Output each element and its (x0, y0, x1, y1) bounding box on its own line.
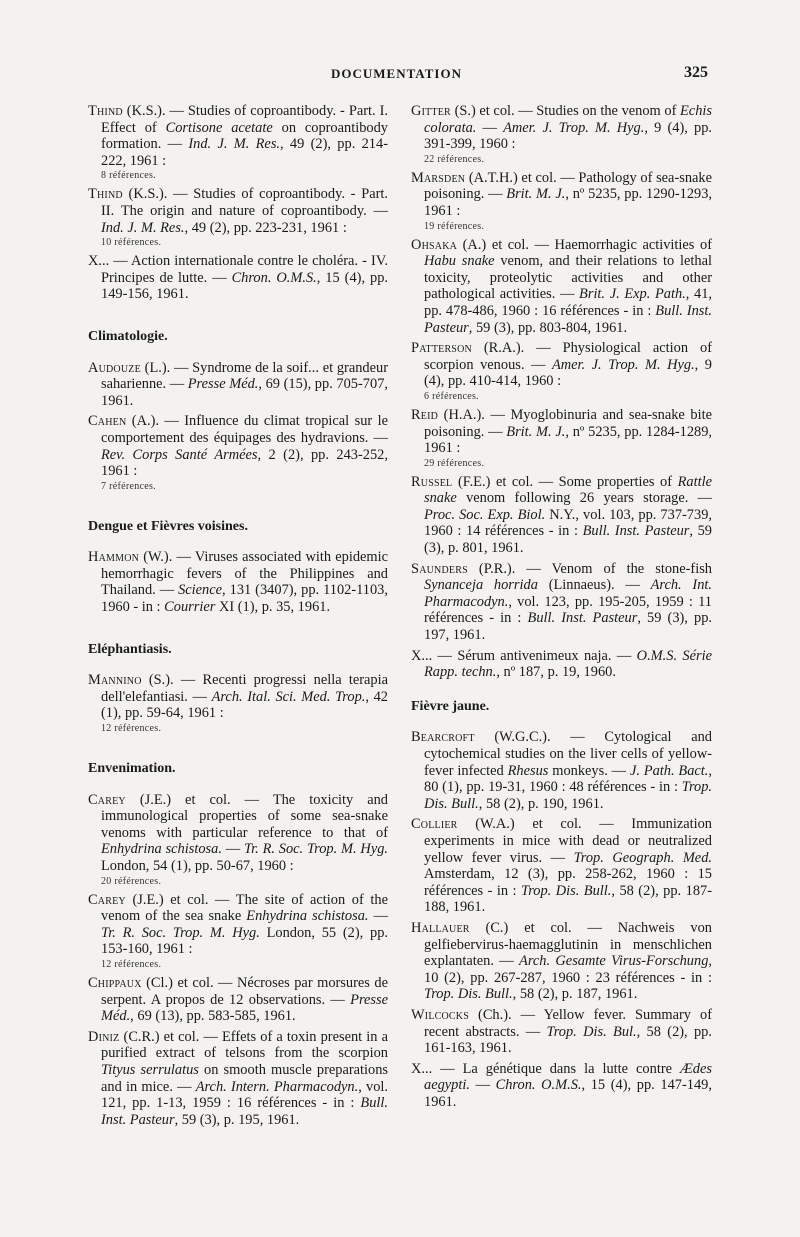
reference-entry: Thind (K.S.). — Studies of coproantibody. - Part. II. The origin and nature of coproantibody. — Ind. J. M. Res., 49 (2), pp. 223-231, 1961 : 10 références. (88, 186, 389, 249)
reference-entry: Cahen (A.). — Influence du climat tropical sur le comportement des équipages des hydravions. — Rev. Corps Santé Armées, 2 (2), pp. 243-252, 1961 : 7 références. (88, 413, 388, 492)
page-header (0, 64, 800, 86)
entry-author: Hallauer (411, 919, 470, 936)
reference-count: 6 références. (424, 390, 479, 402)
left-column (88, 103, 388, 1132)
entry-author: Cahen (88, 413, 127, 430)
reference-entry: Thind (K.S.). — Studies of coproantibody. - Part. I. Effect of Cortisone acetate on coproantibody formation. — Ind. J. M. Res., 49 (2), pp. 214-222, 1961 : 8 références. (88, 103, 388, 182)
journal-title: Bull. Inst. Pasteur (527, 610, 638, 627)
entry-author: Audouze (88, 359, 141, 376)
entry-author: Reid (411, 406, 439, 423)
reference-entry: Saunders (P.R.). — Venom of the stone-fish Synanceja horrida (Linnaeus). — Arch. Int. Pharmacodyn., vol. 123, pp. 195-205, 1959 : 11 références - in : Bull. Inst. Pasteur, 59 (3), pp. 197, 1961. (411, 560, 713, 644)
reference-count: 7 références. (101, 480, 156, 492)
reference-entry: Diniz (C.R.) et col. — Effets of a toxin present in a purified extract of telsons from the scorpion Tityus serrulatus on smooth muscle preparations and in mice. — Arch. Intern. Pharmacodyn., vol. 121, pp. 1-13, 1959 : 16 références - in : Bull. Inst. Pasteur, 59 (3), p. 195, 1961. (88, 1028, 389, 1128)
reference-count: 8 références. (101, 170, 156, 182)
journal-title: Presse Méd. (187, 376, 259, 393)
entry-author: Hammon (88, 549, 140, 566)
section-heading: Dengue et Fièvres voisines. (88, 518, 248, 534)
reference-entry: Marsden (A.T.H.) et col. — Pathology of sea-snake poisoning. — Brit. M. J., nº 5235, pp. 1290-1293, 1961 : 19 références. (411, 169, 713, 232)
entry-author: Carey (88, 891, 126, 908)
entry-author: Mannino (88, 672, 142, 689)
entry-author: Carey (88, 791, 126, 808)
journal-title: Trop. Dis. Bul. (546, 1023, 637, 1040)
journal-title: Presse Méd. (101, 991, 388, 1025)
entry-author: Wilcocks (411, 1006, 469, 1023)
entry-author: X... (88, 253, 110, 270)
reference-entry: Gitter (S.) et col. — Studies on the venom of Echis colorata. — Amer. J. Trop. M. Hyg., 9 (4), pp. 391-399, 1960 : 22 références. (411, 103, 713, 165)
journal-title: Trop. Dis. Bull. (424, 779, 712, 812)
journal-title: Chron. O.M.S. (231, 269, 317, 286)
journal-title: Trop. Geograph. Med. (573, 849, 712, 866)
entry-author: X... (411, 647, 433, 664)
reference-entry: Reid (H.A.). — Myoglobinuria and sea-snake bite poisoning. — Brit. M. J., nº 5235, pp. 1284-1289, 1961 : 29 références. (411, 406, 712, 469)
reference-entry: Russel (F.E.) et col. — Some properties of Rattle snake venom following 26 years storage. — Proc. Soc. Exp. Biol. N.Y., vol. 103, pp. 737-739, 1960 : 14 références - in : Bull. Inst. Pasteur, 59 (3), p. 801, 1961. (411, 473, 712, 557)
journal-title: Tr. R. Soc. Trop. M. Hyg. (101, 924, 260, 941)
section-heading: Fièvre jaune. (411, 698, 490, 714)
reference-entry: Carey (J.E.) et col. — The site of action of the venom of the sea snake Enhydrina schistosa. — Tr. R. Soc. Trop. M. Hyg. London, 55 (2), pp. 153-160, 1961 : 12 références. (88, 891, 389, 970)
journal-title: Arch. Ital. Sci. Med. Trop. (211, 688, 366, 705)
entry-author: Collier (411, 816, 458, 833)
journal-title: Brit. M. J. (506, 423, 566, 440)
journal-title: Brit. J. Exp. Path. (579, 286, 686, 303)
entry-author: Bearcroft (411, 729, 475, 746)
journal-title: Bull. Inst. Pasteur (582, 523, 690, 540)
entry-author: Saunders (411, 560, 468, 577)
entry-author: Thind (88, 186, 123, 203)
journal-title: Trop. Dis. Bull. (520, 882, 612, 899)
section-heading: Envenimation. (88, 761, 176, 777)
reference-entry: Ohsaka (A.) et col. — Haemorrhagic activities of Habu snake venom, and their relations to lethal toxicity, proteolytic activities and other pathological activities. — Brit. J. Exp. Path., 41, pp. 478-486, 1960 : 16 références - in : Bull. Inst. Pasteur, 59 (3), pp. 803-804, 1961. (411, 236, 712, 336)
journal-title: O.M.S. Série Rapp. techn. (424, 647, 712, 681)
reference-entry: Mannino (S.). — Recenti progressi nella terapia dell'elefantiasi. — Arch. Ital. Sci. Med. Trop., 42 (1), pp. 59-64, 1961 : 12 références. (88, 672, 388, 735)
journal-title: Bull. Inst. Pasteur (424, 302, 712, 336)
reference-count: 29 références. (424, 457, 485, 469)
journal-title: Bull. Inst. Pasteur (101, 1095, 388, 1128)
journal-title: Arch. Intern. Pharmacodyn. (195, 1078, 359, 1095)
reference-entry: X... — Action internationale contre le choléra. - IV. Principes de lutte. — Chron. O.M.S., 15 (4), pp. 149-156, 1961. (88, 253, 388, 303)
reference-entry: Hallauer (C.) et col. — Nachweis von gelfiebervirus-haemagglutinin in menschlichen explantaten. — Arch. Gesamte Virus-Forschung, 10 (2), pp. 267-287, 1960 : 23 références - in : Trop. Dis. Bull., 58 (2), p. 187, 1961. (411, 919, 712, 1003)
section-heading: Eléphantiasis. (88, 641, 172, 657)
journal-title: Tr. R. Soc. Trop. M. Hyg. (243, 841, 389, 858)
journal-title: Arch. Gesamte Virus-Forschung (519, 953, 709, 970)
entry-author: Patterson (411, 340, 472, 357)
reference-count: 19 références. (424, 220, 485, 232)
section-heading: Climatologie. (88, 328, 168, 344)
right-column (411, 103, 712, 1114)
page-number: 325 (684, 64, 708, 81)
reference-count: 12 références. (101, 723, 162, 735)
reference-entry: Collier (W.A.) et col. — Immunization experiments in mice with dead or neutralized yellow fever virus. — Trop. Geograph. Med. Amsterdam, 12 (3), pp. 258-262, 1960 : 15 références - in : Trop. Dis. Bull., 58 (2), pp. 187-188, 1961. (411, 816, 713, 916)
journal-title: J. Path. Bact. (629, 762, 709, 779)
entry-author: Marsden (411, 169, 466, 186)
journal-title: Rev. Corps Santé Armées (101, 446, 258, 463)
journal-title: Courrier (164, 599, 216, 616)
reference-entry: X... — La génétique dans la lutte contre Ædes aegypti. — Chron. O.M.S., 15 (4), pp. 147-149, 1961. (411, 1060, 712, 1110)
reference-entry: Audouze (L.). — Syndrome de la soif... et grandeur saharienne. — Presse Méd., 69 (15), pp. 705-707, 1961. (88, 359, 389, 409)
journal-title: Brit. M. J. (506, 186, 566, 203)
reference-entry: Hammon (W.). — Viruses associated with epidemic hemorrhagic fevers of the Philippines and Thailand. — Science, 131 (3407), pp. 1102-1103, 1960 - in : Courrier XI (1), p. 35, 1961. (88, 549, 389, 616)
reference-entry: Chippaux (Cl.) et col. — Nécroses par morsures de serpent. A propos de 12 observations. — Presse Méd., 69 (13), pp. 583-585, 1961. (88, 974, 388, 1025)
journal-title: Proc. Soc. Exp. Biol. (424, 506, 546, 523)
reference-entry: X... — Sérum antivenimeux naja. — O.M.S. Série Rapp. techn., nº 187, p. 19, 1960. (411, 647, 712, 681)
journal-title: Ind. J. M. Res. (101, 219, 185, 236)
journal-title: Amer. J. Trop. M. Hyg. (551, 356, 695, 373)
journal-title: Trop. Dis. Bull. (424, 986, 513, 1003)
reference-entry: Carey (J.E.) et col. — The toxicity and immunological properties of some sea-snake venoms with particular reference to that of Enhydrina schistosa. — Tr. R. Soc. Trop. M. Hyg. London, 54 (1), pp. 50-67, 1960 : 20 références. (88, 791, 389, 887)
journal-title: Science (178, 582, 223, 599)
running-title: DOCUMENTATION (331, 66, 462, 81)
reference-count: 22 références. (424, 153, 485, 165)
reference-entry: Wilcocks (Ch.). — Yellow fever. Summary of recent abstracts. — Trop. Dis. Bul., 58 (2), pp. 161-163, 1961. (411, 1006, 712, 1057)
reference-entry: Patterson (R.A.). — Physiological action of scorpion venous. — Amer. J. Trop. M. Hyg., 9 (4), pp. 410-414, 1960 : 6 références. (411, 340, 713, 402)
entry-author: Ohsaka (411, 236, 458, 253)
journal-title: Amer. J. Trop. M. Hyg. (503, 119, 645, 136)
entry-author: Russel (411, 473, 453, 490)
entry-author: X... (411, 1060, 433, 1077)
reference-count: 10 références. (101, 237, 162, 249)
reference-count: 20 références. (101, 875, 162, 887)
journal-title: Ind. J. M. Res. (188, 136, 281, 153)
reference-entry: Bearcroft (W.G.C.). — Cytological and cytochemical studies on the liver cells of yellow-fever infected Rhesus monkeys. — J. Path. Bact., 80 (1), pp. 19-31, 1960 : 48 références - in : Trop. Dis. Bull., 58 (2), p. 190, 1961. (411, 729, 713, 812)
entry-author: Chippaux (88, 974, 142, 991)
journal-title: Arch. Int. Pharmacodyn. (424, 577, 712, 610)
reference-count: 12 références. (101, 958, 162, 970)
journal-title: Chron. O.M.S. (495, 1077, 582, 1094)
entry-author: Gitter (411, 103, 451, 119)
entry-author: Diniz (88, 1028, 120, 1045)
entry-author: Thind (88, 103, 123, 119)
